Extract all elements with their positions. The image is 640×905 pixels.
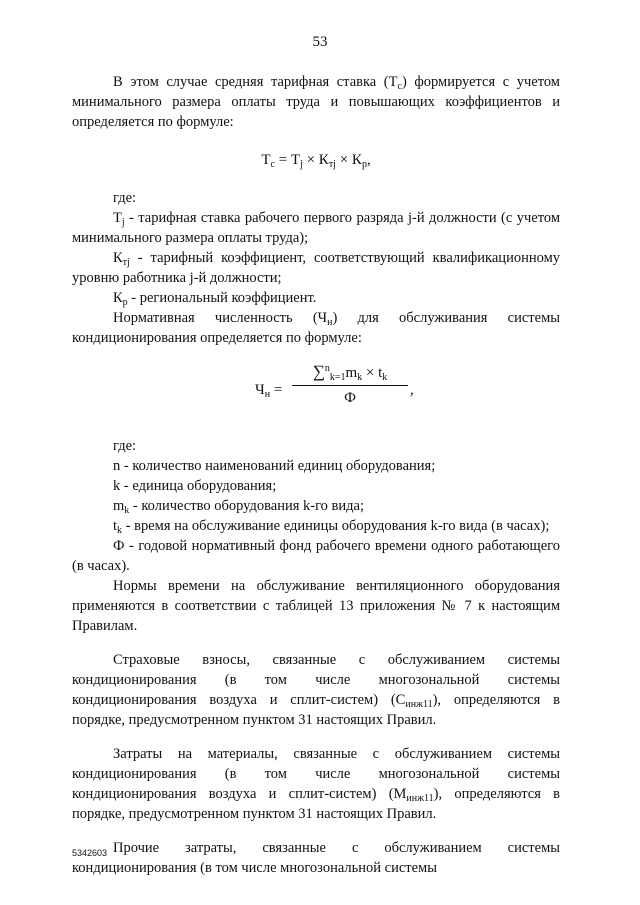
formula-average-rate: $Т_с = Т_j \times К_{тj} \times К_р$, — [261, 152, 371, 170]
definition-mk: $m_k$ - количество оборудования k-го вида; — [113, 498, 364, 516]
definition-tj: $Т_j$ - тарифная ставка рабочего первого разряда j-й должности (с учетом минимального размера оплаты труда); — [72, 210, 560, 246]
formula-numerator: $\sum^n_{k=1}m_k \times t_k$ — [292, 362, 408, 386]
paragraph-other-costs: Прочие затраты, связанные с обслуживанием системы кондиционирования (в том числе многозональной системы — [72, 840, 560, 876]
definition-ktj: $К_{тj}$ - тарифный коэффициент, соответствующий квалификационному уровню работника j-й должности; — [72, 250, 560, 286]
formula-lhs: $Ч_н$ = — [255, 382, 283, 400]
paragraph-average-rate: В этом случае средняя тарифная ставка $(Т_с)$ формируется с учетом минимального размера оплаты труда и повышающих коэффициентов и определяется по формуле: — [72, 74, 560, 130]
where-label-2: где: — [113, 438, 137, 454]
definition-k: k - единица оборудования; — [113, 478, 277, 494]
page-number: 53 — [312, 34, 328, 50]
document-id: 5342603 — [72, 848, 108, 858]
formula-headcount: $Ч_н$ = $\sum^n_{k=1}m_k \times t_k$ Ф , — [255, 362, 414, 406]
paragraph-headcount: Нормативная численность $(Ч_н)$ для обслуживания системы кондиционирования определяется по формуле: — [72, 310, 560, 346]
definition-kr: $К_р$ - региональный коэффициент. — [113, 290, 317, 308]
document-body — [72, 72, 560, 878]
paragraph-insurance: Страховые взносы, связанные с обслуживанием системы кондиционирования (в том числе многозональной системы кондиционирования воздуха и сплит-систем) $(С_{инж11})$, определяются в порядке, предусмотренном пунктом 31 настоящих Правил. — [72, 652, 560, 728]
formula-fraction — [292, 362, 408, 408]
paragraph-time-norms: Нормы времени на обслуживание вентиляционного оборудования применяются в соответствии с таблицей 13 приложения № 7 к настоящим Правилам. — [72, 578, 560, 634]
definition-fund: Ф - годовой нормативный фонд рабочего времени одного работающего (в часах). — [72, 538, 560, 574]
definition-n: n - количество наименований единиц оборудования; — [113, 458, 436, 474]
where-label-1: где: — [113, 190, 137, 206]
formula-denominator: Ф — [344, 390, 356, 406]
paragraph-materials: Затраты на материалы, связанные с обслуживанием системы кондиционирования (в том числе многозональной системы кондиционирования воздуха и сплит-систем) $(М_{инж11})$, определяются в порядке, предусмотренном пунктом 31 настоящих Правил. — [72, 746, 560, 822]
definition-tk: $t_k$ - время на обслуживание единицы оборудования k-го вида (в часах); — [113, 518, 550, 536]
